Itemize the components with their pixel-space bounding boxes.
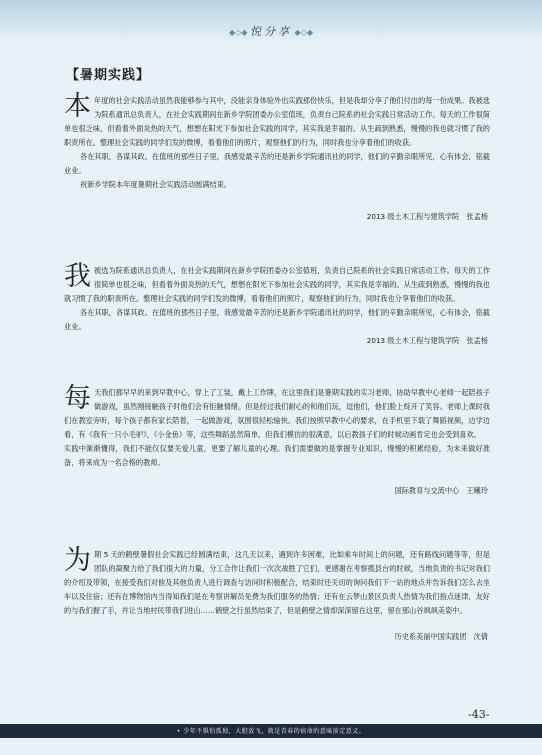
article-paragraph: 各在其职，各谋其政。在值班的那些日子里，我感觉最辛苦的还是新乡学院通讯社的同学，他们的辛勤亲眼所见，心有体会，铭截业业。: [64, 308, 490, 331]
footer-motto: • 少年不惧怕孤独，大胆放飞，就是青春的宿命的意味前定意义。: [176, 728, 366, 735]
article-paragraph: 为期 5 天的鹤壁暑假社会实践已经圆满结束，这几天以来，遇到许多困难，比如乘车时间上的问题，还有路线问题等等，但是团队的凝聚力给了我们很大的力量，分工合作让我们一次次战胜了它们，更感谢在考察揽县台的时候，当地负责的书记对我们的介绍及带领，在接受我们对他及其他负责人进行调查与访问时积极配合，结束时还关切的询问我们下一站的地点并告诉我们怎么去坐车以及住宿；还有在博物馆内当得知我们是在考察讲解员免费为我们服务的热情；还有在云梦山景区负责人热情为我们指点迷津，友好的与我们握了手，并让当地村民带我们进山……鹤壁之行虽然结束了，但是鹤壁之情却深深留在这里，留在那山谷飒飒美姿中。: [64, 545, 490, 615]
drop-cap: 我: [64, 261, 91, 292]
author-signature: 2013 级土木工程与建筑学院 张孟杨: [366, 212, 488, 221]
author-signature: 2013 级土木工程与建筑学院 张孟杨: [366, 336, 488, 345]
article-paragraph: 实践中渐渐懂得，我们不能仅仅要关爱儿童，更要了解儿童的心理。我们需要做的是掌握专业知识，慢慢的积累经验，为未来做好准备，将来成为一名合格的教师。: [64, 444, 490, 467]
section-heading: 【暑期实践】: [66, 68, 151, 83]
article-3: [64, 383, 490, 498]
author-signature: 国际教育与交流中心 王曦玲: [394, 486, 488, 495]
article-4: [64, 545, 490, 644]
magazine-column-title: [0, 23, 542, 39]
article-1: [64, 91, 490, 224]
drop-cap: 为: [64, 545, 91, 576]
column-title-text: 悦分享: [250, 25, 292, 38]
page-number: -43-: [468, 708, 490, 721]
article-2: [64, 261, 490, 348]
ornament-right-icon: ◆◇◆: [292, 28, 313, 37]
article-paragraph: 各在其职，各谋其政。在值班的那些日子里，我感觉最辛苦的还是新乡学院通讯社的同学，他们的辛勤亲眼所见，心有体会，铭截业业。: [64, 152, 490, 175]
article-paragraph: 祝新乡学院本年度暑期社会实践活动圆满结束。: [80, 180, 231, 189]
article-paragraph: 每天我们都早早的来到早教中心，穿上了工装，戴上工作牌，在这里我们是暑期实践的实习老师，协助早教中心老师一起陪孩子做游戏，虽然刚接触孩子时他们会有拒触情绪。但是经过我们耐心的和他们玩，逗他们，他们脸上绽开了笑容。老师上课时我们在教室旁听，每个孩子都有家长陪着，一起做游戏，氛围很轻松愉快。我们按照早教中心的要求，在手机里下载了舞蹈视频，边学边看，有《我有一只小毛驴》，《小金鱼》等，这些舞蹈虽然简单，但我们模仿的很满意，以后教孩子们的时候动画肯定也会受到喜欢。: [64, 383, 490, 439]
article-paragraph: 本年度的社会实践活动虽然我能够参与其中，没能亲身体验外出实践那份快乐，但是我却分享了他们付出的每一份成果。我被选为院系通讯总负责人，在社会实践期间在新乡学院团委办公室值班，负责自己院系的社会实践日常活动工作。每天的工作很简单也很乏味，但看着外面炎热的天气，想想在阳光下参加社会实践的同学，其实我是幸福的。从生疏到熟悉，慢慢的我也就习惯了我的职责所在。整理社会实践的同学们发的微博，看着他们的照片，观察他们的行为，同时我也分享着他们的收获。: [64, 91, 490, 147]
author-signature: 历史系美丽中国实践团 沈倩: [394, 632, 488, 641]
drop-cap: 每: [64, 383, 91, 414]
article-paragraph: 我被选为院系通讯总负责人，在社会实践期间在新乡学院团委办公室值班，负责自己院系的社会实践日常活动工作。每天的工作很简单也很乏味，但看着外面炎热的天气，想想在阳光下参加社会实践的同学，其实我是幸福的。从生疏到熟悉，慢慢的我也就习惯了我的职责所在。整理社会实践的同学们发的微博，看着他们的照片，观察他们的行为，同时我也分享着他们的收获。: [64, 261, 490, 303]
drop-cap: 本: [64, 91, 91, 122]
ornament-left-icon: ◆◇◆: [229, 28, 250, 37]
